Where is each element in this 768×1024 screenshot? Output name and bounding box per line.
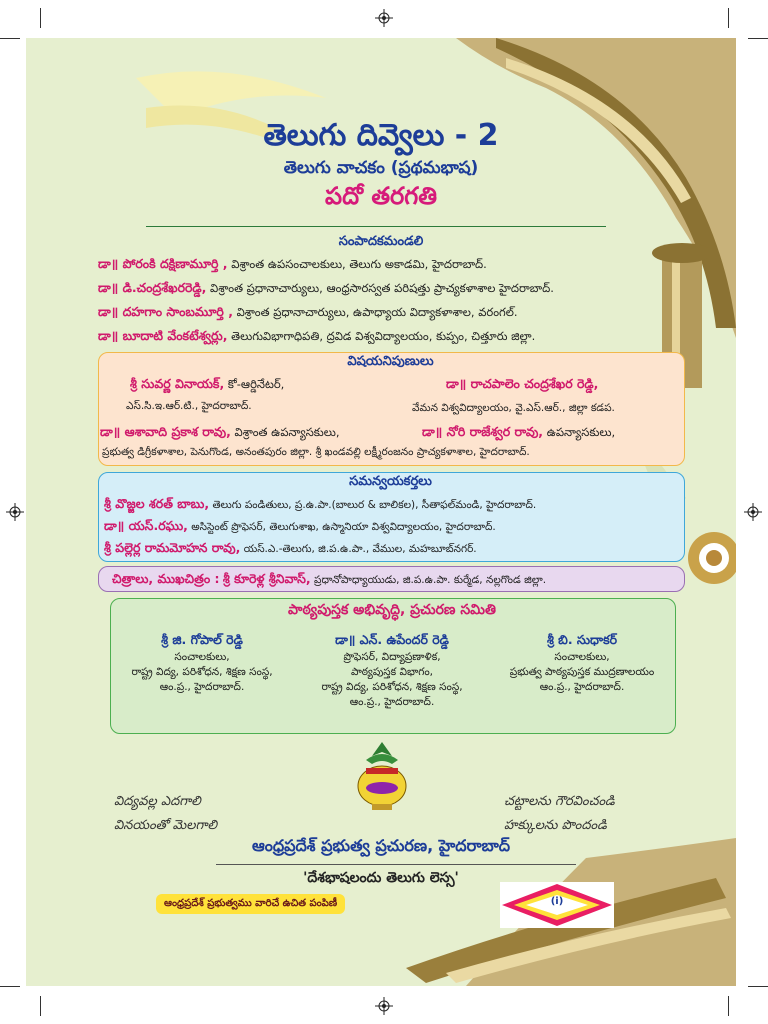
committee-member: శ్రీ జి. గోపాల్ రెడ్డి సంచాలకులు, రాష్ట్ర విద్య, పరిశోధన, శిక్షణ సంస్థ, ఆం.ప్ర., హైదరాబాద్. bbox=[131, 632, 273, 693]
motto-line: 'దేశభాషలందు తెలుగు లెస్స' bbox=[303, 870, 459, 886]
trim-mark bbox=[748, 38, 768, 39]
expert-org: ప్రభుత్వ డిగ్రీకళాశాల, పెనుగొండ, అనంతపురం జిల్లా. శ్రీ ఖండవల్లి లక్ష్మీరంజనం ప్రాచ్యకళాశాల, హైదరాబాద్. bbox=[102, 446, 530, 458]
registration-mark-icon bbox=[744, 503, 762, 521]
expert-org: ఎస్.సి.ఇ.ఆర్.టి., హైదరాబాద్. bbox=[126, 400, 252, 412]
poem-line: చట్టాలను గౌరవించండి bbox=[504, 794, 615, 809]
illustrations-credit: చిత్రాలు, ముఖచిత్రం : శ్రీ కూరెళ్ల శ్రీనివాస్, ప్రధానోపాధ్యాయుడు, జి.ప.ఉ.పా. కుర్మేడ, నల్లగొండ జిల్లా. bbox=[112, 571, 547, 586]
page-number: (i) bbox=[550, 896, 564, 907]
divider bbox=[216, 864, 576, 865]
registration-mark-icon bbox=[6, 503, 24, 521]
trim-mark bbox=[0, 38, 20, 39]
registration-mark-icon bbox=[375, 9, 393, 27]
coordinator-row: శ్రీ వొజ్జల శరత్ బాబు, తెలుగు పండితులు, ప్ర.ఉ.పా.(బాలుర & బాలికల), సీతాఫల్‌మండి, హైదరాబాద్. bbox=[104, 496, 537, 511]
divider bbox=[146, 226, 606, 227]
poem-line: హక్కులను పొందండి bbox=[504, 818, 607, 833]
expert-entry: డా॥ రాచపాలెం చంద్రశేఖర రెడ్డి, bbox=[446, 376, 599, 391]
registration-mark-icon bbox=[375, 997, 393, 1015]
free-distribution-badge: ఆంధ్రప్రదేశ్ ప్రభుత్వము వారిచే ఉచిత పంపిణీ bbox=[156, 894, 345, 914]
trim-mark bbox=[728, 8, 729, 28]
editor-row: డా॥ బూదాటి వేంకటేశ్వర్లు, తెలుగువిభాగాధిపతి, ద్రవిడ విశ్వవిద్యాలయం, కుప్పం, చిత్తూరు జిల్లా. bbox=[98, 328, 536, 343]
editor-row: డా॥ దహగాం సాంబమూర్తి , విశ్రాంత ప్రధానాచార్యులు, ఉపాధ్యాయ విద్యాకళాశాల, వరంగల్. bbox=[98, 304, 518, 319]
poem-line: విద్యవల్ల ఎదగాలి bbox=[114, 794, 201, 809]
editor-row: డా॥ డి.చంద్రశేఖరరెడ్డి, విశ్రాంత ప్రధానాచార్యులు, ఆంధ్రసారస్వత పరిషత్తు ప్రాచ్యకళాశాల హైదరాబాద్. bbox=[98, 280, 554, 295]
trim-mark bbox=[748, 986, 768, 987]
editors-heading: సంపాదకమండలి bbox=[338, 234, 424, 249]
trim-mark bbox=[0, 986, 20, 987]
expert-entry: డా॥ నోరి రాజేశ్వర రావు, ఉపన్యాసకులు, bbox=[422, 424, 616, 439]
expert-entry: డా॥ ఆశావాది ప్రకాశ రావు, విశ్రాంత ఉపన్యాసకులు, bbox=[100, 424, 340, 439]
expert-org: వేమన విశ్వవిద్యాలయం, వై.ఎస్.ఆర్., జిల్లా కడప. bbox=[412, 402, 615, 414]
committee-heading: పాఠ్యపుస్తక అభివృద్ధి, ప్రచురణ సమితి bbox=[288, 602, 496, 618]
coordinator-row: డా॥ యస్.రఘు, అసిస్టెంట్ ప్రొఫెసర్, తెలుగుశాఖ, ఉస్మానియా విశ్వవిద్యాలయం, హైదరాబాద్. bbox=[104, 518, 496, 533]
trim-mark bbox=[728, 996, 729, 1016]
trim-mark bbox=[40, 996, 41, 1016]
diamond-page-badge bbox=[500, 882, 614, 928]
class-label: పదో తరగతి bbox=[325, 182, 437, 210]
coordinator-row: శ్రీ పల్లెర్ల రామమోహన రావు, యస్.ఎ.-తెలుగు, జి.ప.ఉ.పా., వేముల, మహబూబ్‌నగర్. bbox=[104, 540, 477, 555]
committee-member: డా॥ ఎన్. ఉపేందర్ రెడ్డి ప్రొఫెసర్, విద్యాప్రణాళిక, పాఠ్యపుస్తక విభాగం, రాష్ట్ర విద్య, పరిశోధన, శిక్షణ సంస్థ, ఆం.ప్ర., హైదరాబాద్. bbox=[321, 632, 463, 708]
experts-heading: విషయనిపుణులు bbox=[347, 354, 434, 369]
kalasham-emblem-icon bbox=[352, 740, 412, 812]
cover-page bbox=[26, 38, 736, 986]
expert-entry: శ్రీ సువర్ణ వినాయక్, కో-ఆర్డినేటర్, bbox=[130, 376, 285, 391]
trim-mark bbox=[40, 8, 41, 28]
editor-row: డా॥ పోరంకి దక్షిణామూర్తి , విశ్రాంత ఉపసంచాలకులు, తెలుగు అకాడమి, హైదరాబాద్. bbox=[98, 256, 487, 271]
book-subtitle: తెలుగు వాచకం (ప్రథమభాష) bbox=[283, 158, 479, 178]
committee-member: శ్రీ బి. సుధాకర్ సంచాలకులు, ప్రభుత్వ పాఠ్యపుస్తక ముద్రణాలయం ఆం.ప్ర., హైదరాబాద్. bbox=[509, 632, 655, 693]
coordinators-heading: సమన్వయకర్తలు bbox=[349, 474, 432, 489]
publisher-line: ఆంధ్రప్రదేశ్ ప్రభుత్వ ప్రచురణ, హైదరాబాద్ bbox=[251, 836, 511, 855]
book-title: తెలుగు దివ్వెలు - 2 bbox=[263, 118, 499, 153]
poem-line: వినయంతో మెలగాలి bbox=[114, 818, 217, 833]
